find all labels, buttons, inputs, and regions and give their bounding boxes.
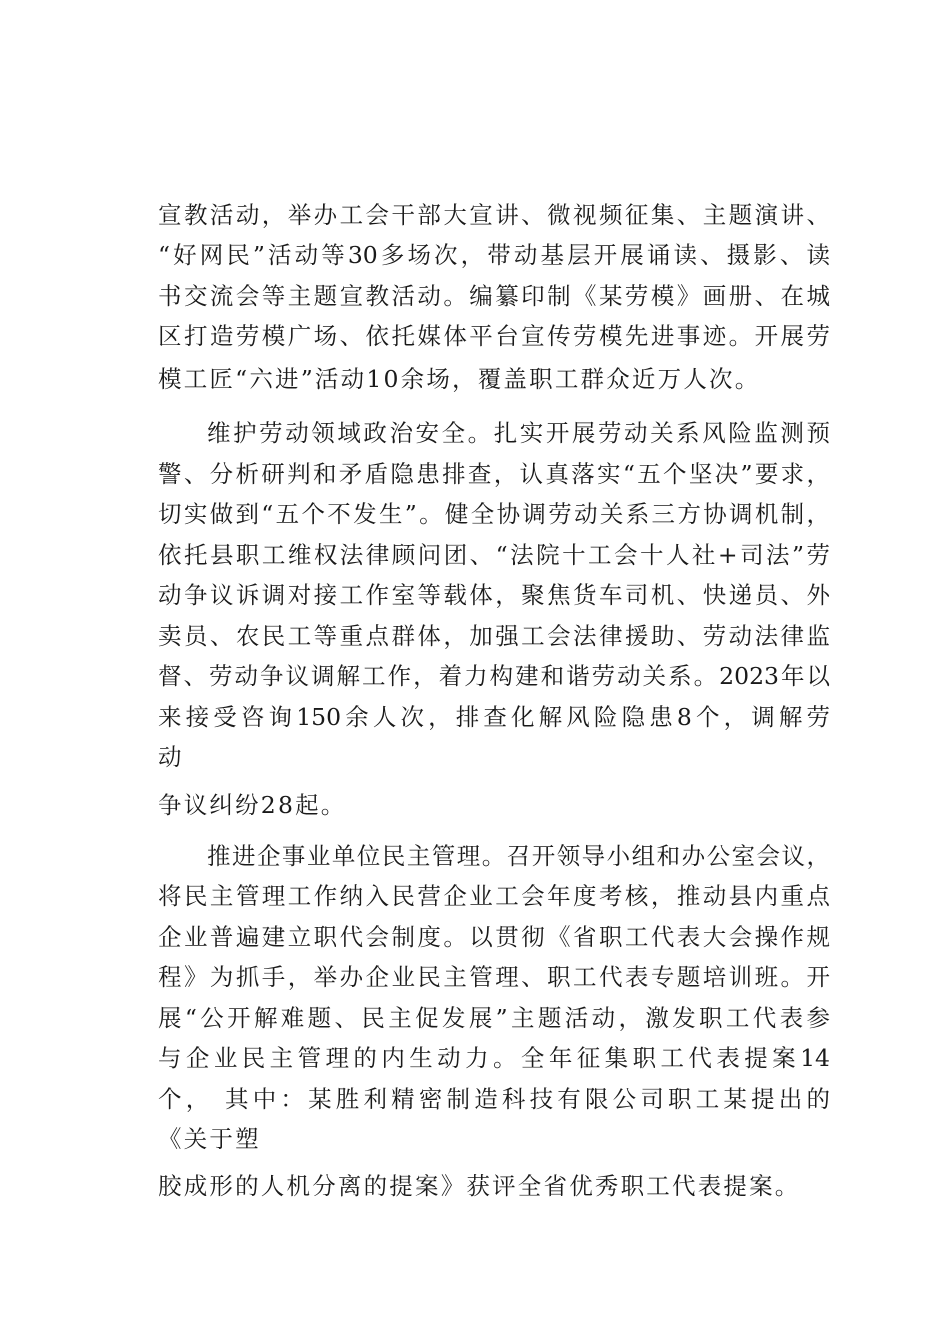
text-line-9: 依托县职工维权法律顾问团、“法院十工会十人社+司法”劳 bbox=[158, 541, 830, 569]
text-line-5: 模工匠“六进”活动10余场，覆盖职工群众近万人次。 bbox=[158, 365, 761, 393]
text-line-24: 胶成形的人机分离的提案》获评全省优秀职工代表提案。 bbox=[158, 1172, 801, 1200]
text-line-13: 来接受咨询150余人次，排查化解风险隐患8个，调解劳 bbox=[158, 703, 830, 731]
text-line-11: 卖员、农民工等重点群体，加强工会法律援助、劳动法律监 bbox=[158, 622, 830, 650]
text-line-3: 书交流会等主题宣教活动。编纂印制《某劳模》画册、在城 bbox=[158, 282, 830, 310]
text-line-12: 督、劳动争议调解工作，着力构建和谐劳动关系。2023年以 bbox=[158, 662, 830, 690]
text-line-15: 争议纠纷28起。 bbox=[158, 791, 347, 819]
text-line-17: 将民主管理工作纳入民营企业工会年度考核，推动县内重点 bbox=[158, 882, 830, 910]
text-line-23: 《关于塑 bbox=[158, 1125, 261, 1153]
paragraph-heading-line: 维护劳动领域政治安全。扎实开展劳动关系风险监测预 bbox=[207, 419, 830, 447]
text-line-21: 与企业民主管理的内生动力。全年征集职工代表提案14 bbox=[158, 1044, 830, 1072]
text-line-14: 动 bbox=[158, 743, 184, 771]
text-line-19: 程》为抓手，举办企业民主管理、职工代表专题培训班。开 bbox=[158, 963, 830, 991]
text-line-2: “好网民”活动等30多场次，带动基层开展诵读、摄影、读 bbox=[158, 241, 830, 269]
paragraph-heading-line-2: 推进企事业单位民主管理。召开领导小组和办公室会议， bbox=[207, 842, 830, 870]
text-line-10: 动争议诉调对接工作室等载体，聚焦货车司机、快递员、外 bbox=[158, 581, 830, 609]
text-line-18: 企业普遍建立职代会制度。以贯彻《省职工代表大会操作规 bbox=[158, 923, 830, 951]
text-line-22: 个， 其中：某胜利精密制造科技有限公司职工某提出的 bbox=[158, 1085, 830, 1113]
text-line-1: 宣教活动，举办工会干部大宣讲、微视频征集、主题演讲、 bbox=[158, 201, 830, 229]
text-line-7: 警、分析研判和矛盾隐患排查，认真落实“五个坚决”要求， bbox=[158, 460, 830, 488]
text-line-20: 展“公开解难题、民主促发展”主题活动，激发职工代表参 bbox=[158, 1004, 830, 1032]
text-line-8: 切实做到“五个不发生”。健全协调劳动关系三方协调机制， bbox=[158, 500, 830, 528]
text-line-4: 区打造劳模广场、依托媒体平台宣传劳模先进事迹。开展劳 bbox=[158, 322, 830, 350]
